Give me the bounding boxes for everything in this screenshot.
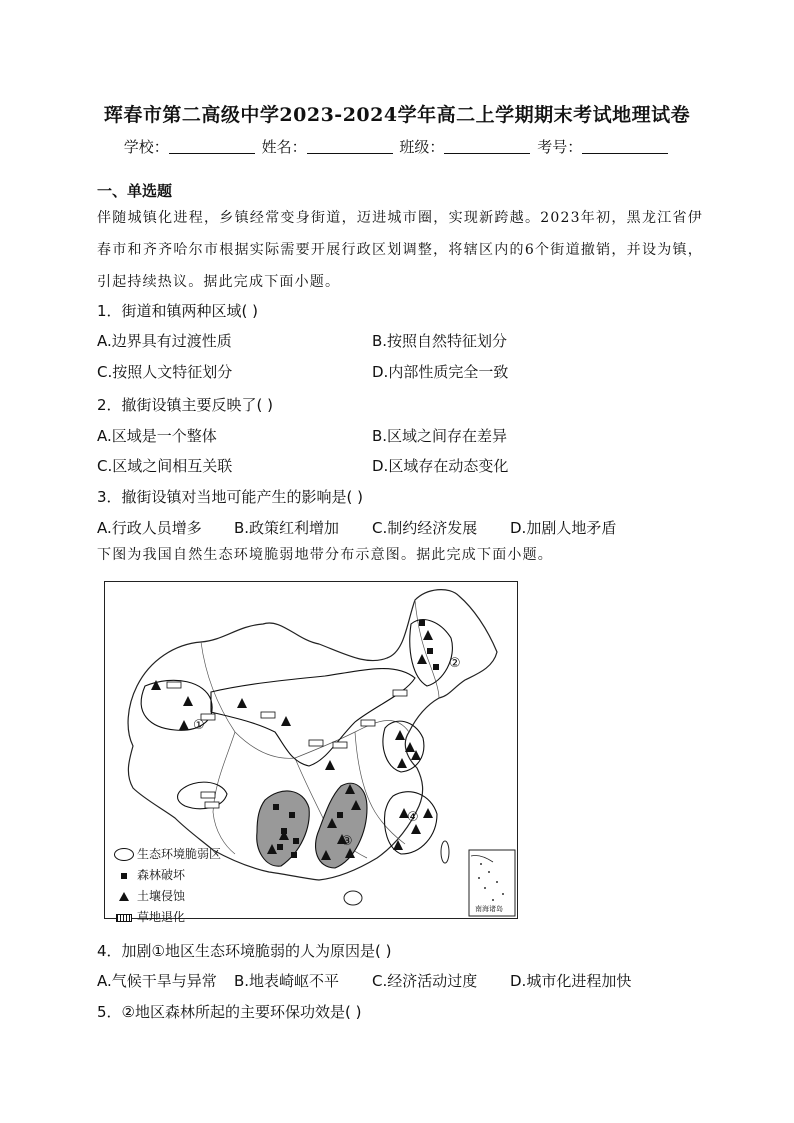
q2-option-c: C.区域之间相互关联 bbox=[97, 457, 233, 475]
class-label: 班级： bbox=[399, 138, 445, 156]
region-label-3: ③ bbox=[341, 834, 353, 849]
q4-option-d: D.城市化进程加快 bbox=[510, 972, 632, 990]
exam-number-blank bbox=[582, 139, 668, 154]
name-label: 姓名： bbox=[261, 138, 307, 156]
q4-option-b: B.地表崎岖不平 bbox=[234, 972, 340, 990]
square-icon bbox=[121, 873, 127, 879]
question-4-stem: 4．加剧①地区生态环境脆弱的人为原因是( ) bbox=[97, 942, 392, 960]
q3-option-a: A.行政人员增多 bbox=[97, 519, 202, 537]
school-label: 学校： bbox=[123, 138, 169, 156]
region-label-1: ① bbox=[193, 718, 205, 733]
ellipse-icon bbox=[114, 848, 134, 861]
passage-1: 伴随城镇化进程，乡镇经常变身街道，迈进城市圈，实现新跨越。2023年初，黑龙江省伊春市和齐齐哈尔市根据实际需要开展行政区划调整，将辖区内的6个街道撤销，并设为镇，引起持续热议。据此完成下面小题。 bbox=[97, 210, 703, 290]
q1-option-c: C.按照人文特征划分 bbox=[97, 363, 233, 381]
question-5-stem: 5．②地区森林所起的主要环保功效是( ) bbox=[97, 1003, 362, 1021]
q2-option-b: B.区域之间存在差异 bbox=[372, 427, 508, 445]
province-line bbox=[295, 720, 409, 758]
q2-option-d: D.区域存在动态变化 bbox=[372, 457, 509, 475]
question-1-stem: 1．街道和镇两种区域( ) bbox=[97, 302, 259, 320]
q1-option-b: B.按照自然特征划分 bbox=[372, 332, 508, 350]
triangle-icon bbox=[119, 892, 129, 901]
exam-number-label: 考号： bbox=[537, 138, 583, 156]
map-legend bbox=[111, 844, 221, 928]
passage-2: 下图为我国自然生态环境脆弱地带分布示意图。据此完成下面小题。 bbox=[97, 547, 553, 563]
question-3-stem: 3．撤街设镇对当地可能产生的影响是( ) bbox=[97, 488, 364, 506]
page-title: 珲春市第二高级中学2023-2024学年高二上学期期末考试地理试卷 bbox=[103, 104, 691, 126]
q1-option-d: D.内部性质完全一致 bbox=[372, 363, 509, 381]
q3-option-b: B.政策红利增加 bbox=[234, 519, 340, 537]
class-blank bbox=[444, 139, 530, 154]
region-label-4: ④ bbox=[407, 810, 419, 825]
q3-option-d: D.加剧人地矛盾 bbox=[510, 519, 617, 537]
q4-option-a: A.气候干旱与异常 bbox=[97, 972, 217, 990]
q1-option-a: A.边界具有过渡性质 bbox=[97, 332, 232, 350]
question-2-stem: 2．撤街设镇主要反映了( ) bbox=[97, 396, 274, 414]
legend-grassland-degradation: 草地退化 bbox=[111, 907, 221, 928]
q4-option-c: C.经济活动过度 bbox=[372, 972, 478, 990]
province-line bbox=[213, 732, 235, 854]
name-blank bbox=[307, 139, 393, 154]
legend-forest-destruction: 森林破坏 bbox=[111, 865, 221, 886]
legend-soil-erosion: 土壤侵蚀 bbox=[111, 886, 221, 907]
student-info-line bbox=[0, 136, 794, 157]
fragile-zone-karst bbox=[316, 783, 367, 868]
section-title: 一、单选题 bbox=[97, 182, 173, 200]
grassland-icon bbox=[116, 914, 132, 922]
hainan-island bbox=[344, 891, 362, 905]
grassland-degradation-markers bbox=[167, 682, 407, 808]
school-blank bbox=[169, 139, 255, 154]
china-outline bbox=[128, 590, 497, 880]
region-label-2: ② bbox=[449, 656, 461, 671]
q3-option-c: C.制约经济发展 bbox=[372, 519, 478, 537]
taiwan-island bbox=[441, 841, 449, 863]
q2-option-a: A.区域是一个整体 bbox=[97, 427, 217, 445]
china-eco-fragile-map bbox=[104, 581, 518, 924]
inset-label: 南海诸岛 bbox=[475, 905, 503, 913]
legend-fragile-zone: 生态环境脆弱区 bbox=[111, 844, 221, 865]
